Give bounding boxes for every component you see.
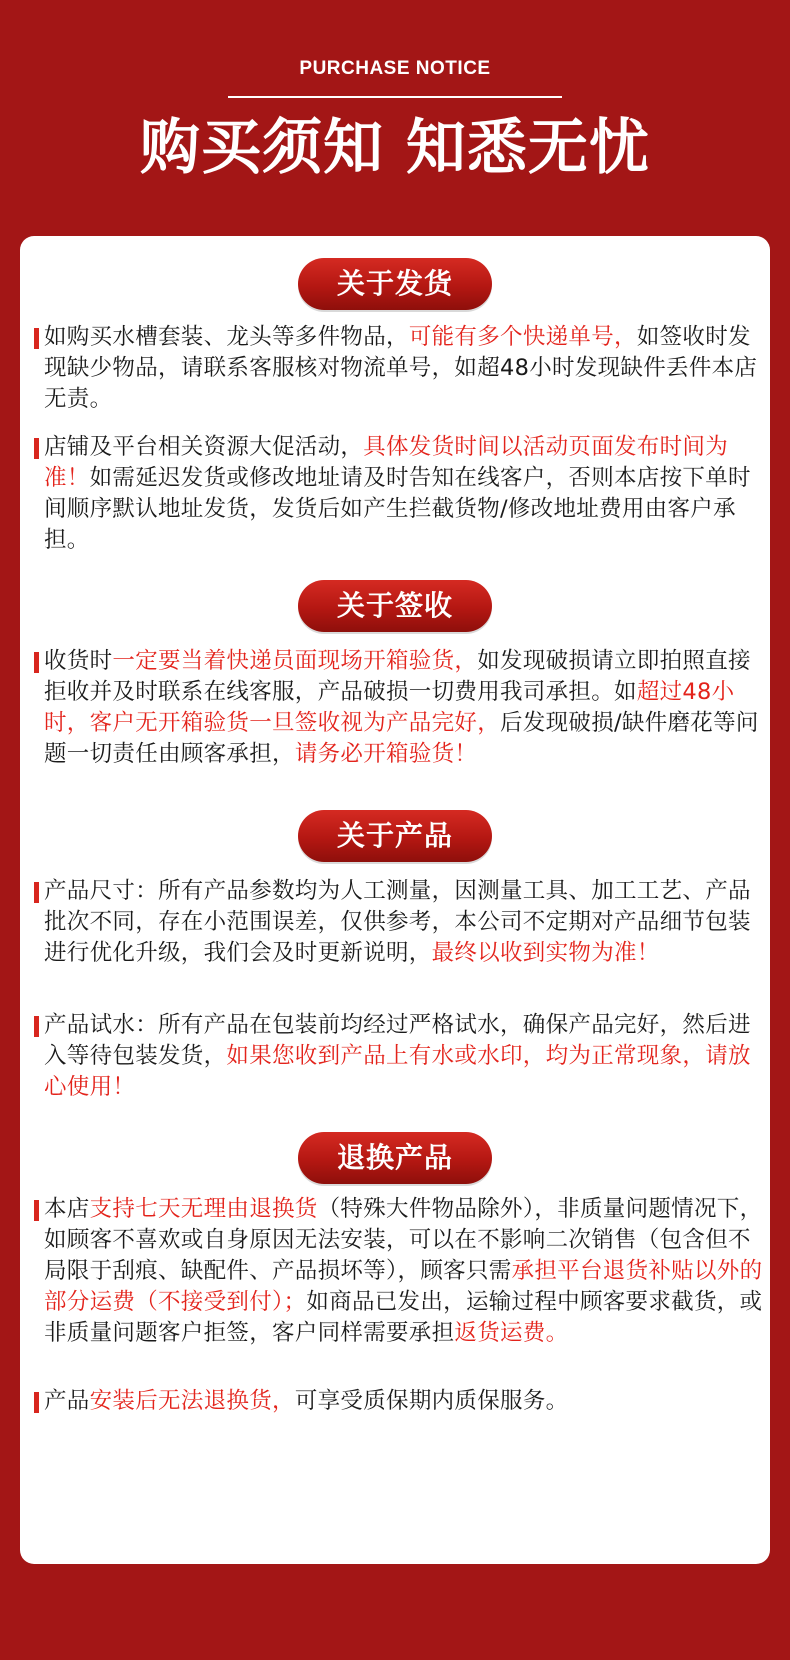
returns-paragraph-2: [34, 1386, 768, 1417]
text-normal: 产品尺寸：所有产品参数均为人工测量，因测量工具、加工工艺、产品批次不同，存在小范围误差，仅供参考，本公司不定期对产品细节包装进行优化升级，我们会及时更新说明，: [44, 878, 751, 966]
section-title-receipt: 关于签收: [298, 580, 492, 632]
bullet-bar: [34, 652, 39, 673]
text-normal: 收货时: [44, 648, 113, 674]
text-highlight: 如果您收到产品上有水或水印，均为正常现象，请放心使用！: [44, 1043, 751, 1100]
header-subtitle: PURCHASE NOTICE: [299, 58, 491, 79]
text-highlight: 返货运费。: [454, 1320, 569, 1346]
bullet-bar: [34, 1392, 39, 1413]
text-normal: 后发现破损/缺件磨花等问题一切责任由顾客承担，: [44, 710, 759, 767]
text-normal: 本店: [44, 1196, 90, 1222]
section-title-product: 关于产品: [298, 810, 492, 862]
bullet-bar: [34, 438, 39, 459]
page-title: 购买须知 知悉无忧: [140, 113, 650, 183]
text-normal: （特殊大件物品除外），非质量问题情况下，如顾客不喜欢或自身原因无法安装，可以在不影响二次销售（包含但不局限于刮痕、缺配件、产品损坏等），顾客只需: [44, 1196, 763, 1284]
bullet-bar: [34, 1200, 39, 1221]
product-paragraph-2: [34, 1010, 768, 1103]
product-paragraph-1: [34, 876, 768, 969]
section-title-returns: 退换产品: [298, 1132, 492, 1184]
bullet-bar: [34, 882, 39, 903]
text-highlight: 具体发货时间以活动页面发布时间为准！: [44, 434, 729, 491]
bullet-bar: [34, 1016, 39, 1037]
text-normal: 如发现破损请立即拍照直接拒收并及时联系在线客服，产品破损一切费用我司承担。如: [44, 648, 751, 705]
text-normal: 产品试水：所有产品在包装前均经过严格试水，确保产品完好，然后进入等待包装发货，: [44, 1012, 751, 1069]
text-highlight: 安装后无法退换货，: [89, 1388, 295, 1414]
returns-paragraph-1: [34, 1194, 768, 1349]
text-normal: 产品: [44, 1388, 90, 1414]
text-highlight: 一定要当着快递员面现场开箱验货，: [112, 648, 478, 674]
shipping-paragraph-2: [34, 432, 768, 556]
notice-card: [20, 236, 770, 1564]
bullet-bar: [34, 328, 39, 349]
text-normal: 如需延迟发货或修改地址请及时告知在线客户，否则本店按下单时间顺序默认地址发货，发货后如产生拦截货物/修改地址费用由客户承担。: [44, 465, 751, 553]
text-highlight: 承担平台退货补贴以外的部分运费（不接受到付）；: [44, 1258, 763, 1315]
text-highlight: 支持七天无理由退换货: [89, 1196, 318, 1222]
text-normal: 店铺及平台相关资源大促活动，: [44, 434, 364, 460]
header: [0, 0, 790, 235]
text-normal: 如商品已发出，运输过程中顾客要求截货，或非质量问题客户拒签，客户同样需要承担: [44, 1289, 763, 1346]
section-title-shipping: 关于发货: [298, 258, 492, 310]
text-highlight: 最终以收到实物为准！: [431, 940, 660, 966]
text-normal: 可享受质保期内质保服务。: [294, 1388, 569, 1414]
header-divider: [228, 96, 562, 98]
text-normal: 如购买水槽套装、龙头等多件物品，: [44, 324, 409, 350]
text-highlight: 可能有多个快递单号，: [408, 324, 637, 350]
text-normal: 如签收时发现缺少物品，请联系客服核对物流单号，如超48小时发现缺件丢件本店无责。: [44, 324, 758, 412]
shipping-paragraph-1: [34, 322, 768, 415]
text-highlight: 超过48小时，客户无开箱验货一旦签收视为产品完好，: [44, 679, 735, 736]
receipt-paragraph-1: [34, 646, 768, 770]
text-highlight: 请务必开箱验货！: [294, 741, 478, 767]
